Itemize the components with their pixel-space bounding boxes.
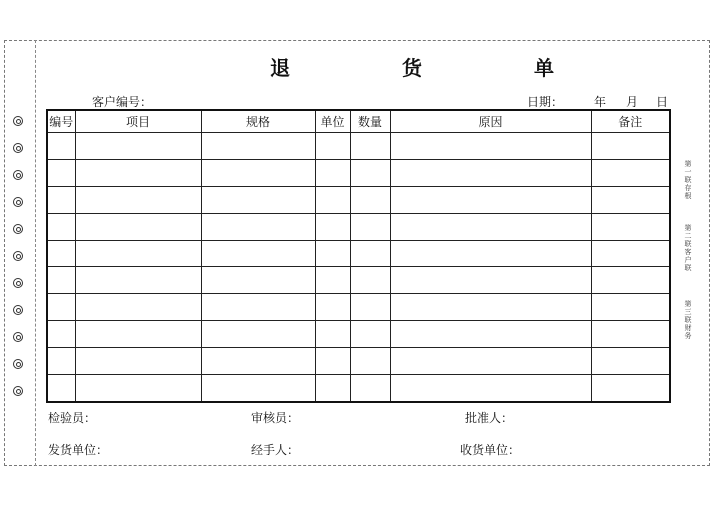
- table-cell[interactable]: [350, 240, 390, 267]
- table-cell[interactable]: [591, 294, 670, 321]
- perforation-line: [35, 40, 36, 466]
- table-row: [47, 375, 670, 402]
- table-cell[interactable]: [75, 240, 201, 267]
- table-cell[interactable]: [201, 294, 315, 321]
- table-cell[interactable]: [47, 294, 75, 321]
- binding-hole: [13, 332, 23, 342]
- table-cell[interactable]: [591, 213, 670, 240]
- table-cell[interactable]: [350, 348, 390, 375]
- table-cell[interactable]: [75, 294, 201, 321]
- column-header-spec: 规格: [201, 110, 315, 133]
- column-header-remark: 备注: [591, 110, 670, 133]
- form-title: 退 货 单: [270, 56, 600, 80]
- table-row: [47, 159, 670, 186]
- table-cell[interactable]: [390, 133, 591, 160]
- table-cell[interactable]: [201, 321, 315, 348]
- table-cell[interactable]: [47, 159, 75, 186]
- table-cell[interactable]: [350, 133, 390, 160]
- table-cell[interactable]: [201, 267, 315, 294]
- table-cell[interactable]: [315, 267, 350, 294]
- binding-hole: [13, 197, 23, 207]
- table-cell[interactable]: [591, 186, 670, 213]
- customer-no-label: 客户编号：: [92, 95, 153, 109]
- table-cell[interactable]: [201, 159, 315, 186]
- table-cell[interactable]: [75, 186, 201, 213]
- table-header-row: [47, 110, 670, 133]
- table-cell[interactable]: [350, 375, 390, 402]
- table-cell[interactable]: [591, 267, 670, 294]
- table-row: [47, 321, 670, 348]
- receiver-label: 收货单位：: [460, 443, 521, 457]
- table-cell[interactable]: [350, 267, 390, 294]
- table-cell[interactable]: [390, 375, 591, 402]
- table-row: [47, 186, 670, 213]
- table-cell[interactable]: [75, 213, 201, 240]
- table-cell[interactable]: [390, 348, 591, 375]
- table-cell[interactable]: [350, 213, 390, 240]
- table-cell[interactable]: [75, 348, 201, 375]
- table-cell[interactable]: [315, 186, 350, 213]
- table-cell[interactable]: [47, 375, 75, 402]
- binding-hole: [13, 386, 23, 396]
- table-cell[interactable]: [47, 240, 75, 267]
- table-cell[interactable]: [390, 213, 591, 240]
- table-row: [47, 240, 670, 267]
- table-cell[interactable]: [390, 321, 591, 348]
- column-header-quantity: 数量: [350, 110, 390, 133]
- table-cell[interactable]: [75, 133, 201, 160]
- copy-note-3: 第三联财务: [684, 300, 692, 340]
- binding-hole: [13, 170, 23, 180]
- table-cell[interactable]: [350, 294, 390, 321]
- copy-note-1: 第一联存根: [684, 160, 692, 200]
- table-cell[interactable]: [390, 159, 591, 186]
- table-cell[interactable]: [315, 240, 350, 267]
- shipper-label: 发货单位：: [48, 443, 109, 457]
- table-cell[interactable]: [315, 321, 350, 348]
- table-cell[interactable]: [390, 294, 591, 321]
- table-cell[interactable]: [315, 375, 350, 402]
- inspector-label: 检验员：: [48, 411, 97, 425]
- auditor-label: 审核员：: [251, 411, 300, 425]
- binding-hole: [13, 278, 23, 288]
- binding-hole: [13, 359, 23, 369]
- handler-label: 经手人：: [251, 443, 300, 457]
- table-cell[interactable]: [591, 133, 670, 160]
- table-cell[interactable]: [315, 213, 350, 240]
- binding-hole: [13, 116, 23, 126]
- table-row: [47, 267, 670, 294]
- table-cell[interactable]: [201, 133, 315, 160]
- column-header-item: 项目: [75, 110, 201, 133]
- table-cell[interactable]: [201, 348, 315, 375]
- copy-note-2: 第二联客户联: [684, 224, 692, 272]
- binding-holes: [13, 116, 27, 406]
- table-cell[interactable]: [201, 186, 315, 213]
- table-cell[interactable]: [591, 159, 670, 186]
- table-cell[interactable]: [47, 133, 75, 160]
- table-cell[interactable]: [591, 348, 670, 375]
- month-label: 月: [626, 95, 639, 109]
- table-cell[interactable]: [390, 240, 591, 267]
- date-label: 日期：: [527, 95, 564, 109]
- table-cell[interactable]: [315, 133, 350, 160]
- table-cell[interactable]: [75, 321, 201, 348]
- return-items-table: [46, 109, 671, 403]
- table-cell[interactable]: [591, 375, 670, 402]
- table-cell[interactable]: [350, 321, 390, 348]
- table-cell[interactable]: [315, 294, 350, 321]
- table-cell[interactable]: [350, 159, 390, 186]
- table-cell[interactable]: [350, 186, 390, 213]
- column-header-reason: 原因: [390, 110, 591, 133]
- table-cell[interactable]: [47, 267, 75, 294]
- table-cell[interactable]: [75, 159, 201, 186]
- table-row: [47, 294, 670, 321]
- column-header-unit: 单位: [315, 110, 350, 133]
- binding-hole: [13, 143, 23, 153]
- table-cell[interactable]: [47, 186, 75, 213]
- year-label: 年: [594, 95, 607, 109]
- binding-hole: [13, 224, 23, 234]
- table-row: [47, 133, 670, 160]
- column-header-number: 编号: [47, 110, 75, 133]
- table-cell[interactable]: [315, 348, 350, 375]
- binding-hole: [13, 251, 23, 261]
- table-cell[interactable]: [47, 213, 75, 240]
- table-cell[interactable]: [201, 240, 315, 267]
- day-label: 日: [656, 95, 669, 109]
- binding-hole: [13, 305, 23, 315]
- table-cell[interactable]: [591, 321, 670, 348]
- table-cell[interactable]: [47, 321, 75, 348]
- table-cell[interactable]: [591, 240, 670, 267]
- table-row: [47, 348, 670, 375]
- table-cell[interactable]: [315, 159, 350, 186]
- table-cell[interactable]: [75, 375, 201, 402]
- approver-label: 批准人：: [465, 411, 514, 425]
- table-cell[interactable]: [47, 348, 75, 375]
- table-row: [47, 213, 670, 240]
- table-cell[interactable]: [201, 375, 315, 402]
- table-cell[interactable]: [390, 186, 591, 213]
- table-cell[interactable]: [390, 267, 591, 294]
- table-cell[interactable]: [75, 267, 201, 294]
- table-cell[interactable]: [201, 213, 315, 240]
